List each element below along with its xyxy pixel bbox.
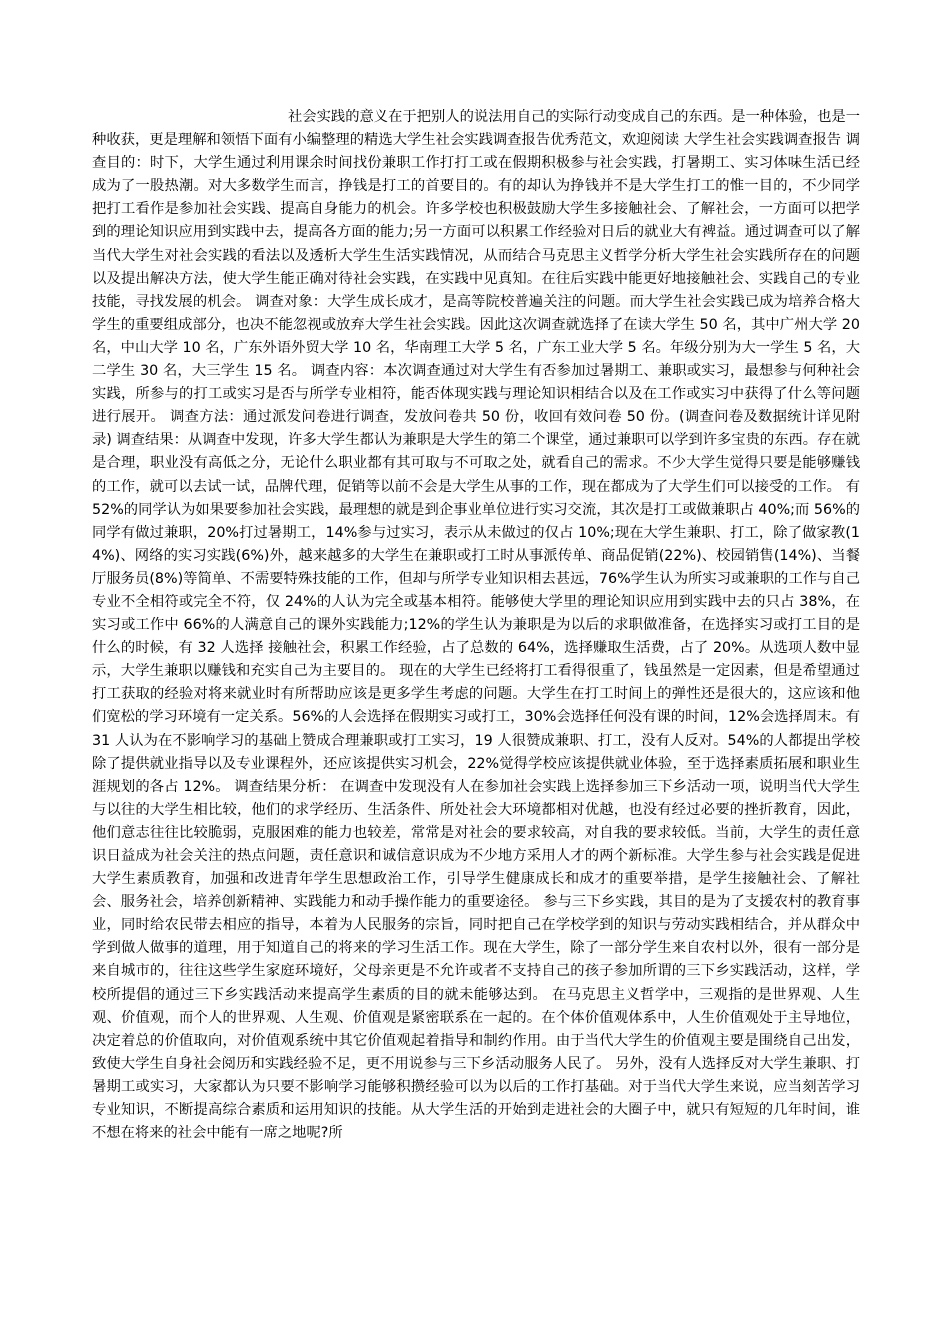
body-paragraph: 社会实践的意义在于把别人的说法用自己的实际行动变成自己的东西。是一种体验，也是一种收获，更是理解和领悟下面有小编整理的精选大学生社会实践调查报告优秀范文，欢迎阅读 大学生社会实践调查报告 调查目的：时下，大学生通过利用课余时间找份兼职工作打打工或在假期积极参与社会实践，打暑期工、实习体味生活已经成为了一股热潮。对大多数学生而言，挣钱是打工的首要目的。有的却认为挣钱并不是大学生打工的惟一目的，不少同学把打工看作是参加社会实践、提高自身能力的机会。许多学校也积极鼓励大学生多接触社会、了解社会，一方面可以把学到的理论知识应用到实践中去，提高各方面的能力;另一方面可以积累工作经验对日后的就业大有裨益。通过调查可以了解当代大学生对社会实践的看法以及透析大学生生活实践情况，从而结合马克思主义哲学分析大学生社会实践所存在的问题以及提出解决方法，使大学生能正确对待社会实践，在实践中见真知。在往后实践中能更好地接触社会、实践自己的专业技能，寻找发展的机会。 调查对象：大学生成长成才，是高等院校普遍关注的问题。而大学生社会实践已成为培养合格大学生的重要组成部分，也决不能忽视或放弃大学生社会实践。因此这次调查就选择了在读大学生 50 名，其中广州大学 20 名，中山大学 10 名，广东外语外贸大学 10 名，华南理工大学 5 名，广东工业大学 5 名。年级分别为大一学生 5 名，大二学生 30 名，大三学生 15 名。 调查内容：本次调查通过对大学生有否参加过暑期工、兼职或实习，最想参与何种社会实践，所参与的打工或实习是否与所学专业相符，能否体现实践与理论知识相结合以及在工作或实习中获得了什么等问题进行展开。 调查方法：通过派发问卷进行调查，发放问卷共 50 份，收回有效问卷 50 份。(调查问卷及数据统计详见附录) 调查结果：从调查中发现，许多大学生都认为兼职是大学生的第二个课堂，通过兼职可以学到许多宝贵的东西。存在就是合理，职业没有高低之分，无论什么职业都有其可取与不可取之处，就看自己的需求。不少大学生觉得只要是能够赚钱的工作，就可以去试一试，品牌代理，促销等以前不会是大学生从事的工作，现在都成为了大学生们可以接受的工作。 有 52%的同学认为如果要参加社会实践，最理想的就是到企事业单位进行实习交流，其次是打工或做兼职占 40%;而 56%的同学有做过兼职，20%打过暑期工，14%参与过实习，表示从未做过的仅占 10%;现在大学生兼职、打工，除了做家教(14%)、网络的实习实践(6%)外，越来越多的大学生在兼职或打工时从事派传单、商品促销(22%)、校园销售(14%)、当餐厅服务员(8%)等简单、不需要特殊技能的工作，但却与所学专业知识相去甚远，76%学生认为所实习或兼职的工作与自己专业不全相符或完全不符，仅 24%的人认为完全或基本相符。能够使大学里的理论知识应用到实践中去的只占 38%，在实习或工作中 66%的人满意自己的课外实践能力;12%的学生认为兼职是为以后的求职做准备，在选择实习或打工目的是什么的时候，有 32 人选择 接触社会，积累工作经验，占了总数的 64%，选择赚取生活费，占了 20%。从选项人数中显示，大学生兼职以赚钱和充实自己为主要目的。 现在的大学生已经将打工看得很重了，钱虽然是一定因素，但是希望通过打工获取的经验对将来就业时有所帮助应该是更多学生考虑的问题。大学生在打工时间上的弹性还是很大的，这应该和他们宽松的学习环境有一定关系。56%的人会选择在假期实习或打工，30%会选择任何没有课的时间，12%会选择周末。有 31 人认为在不影响学习的基础上赞成合理兼职或打工实习，19 人很赞成兼职、打工，没有人反对。54%的人都提出学校除了提供就业指导以及专业课程外，还应该提供实习机会，22%觉得学校应该提供就业体验，至于选择素质拓展和职业生涯规划的各占 12%。 调查结果分析： 在调查中发现没有人在参加社会实践上选择参加三下乡活动一项，说明当代大学生与以往的大学生相比较，他们的求学经历、生活条件、所处社会大环境都相对优越，也没有经过必要的挫折教育，因此，他们意志往往比较脆弱，克服困难的能力也较差，常常是对社会的要求较高，对自我的要求较低。当前，大学生的责任意识日益成为社会关注的热点问题，责任意识和诚信意识成为不少地方采用人才的两个新标准。大学生参与社会实践是促进大学生素质教育，加强和改进青年学生思想政治工作，引导学生健康成长和成才的重要举措，是学生接触社会、了解社会、服务社会，培养创新精神、实践能力和动手操作能力的重要途径。 参与三下乡实践，其目的是为了支援农村的教育事业，同时给农民带去相应的指导，本着为人民服务的宗旨，同时把自己在学校学到的知识与劳动实践相结合，并从群众中学到做人做事的道理，用于知道自己的将来的学习生活工作。现在大学生，除了一部分学生来自农村以外，很有一部分是来自城市的，往往这些学生家庭环境好，父母亲更是不允许或者不支持自己的孩子参加所谓的三下乡实践活动，这样，学校所提倡的通过三下乡实践活动来提高学生素质的目的就未能够达到。 在马克思主义哲学中，三观指的是世界观、人生观、价值观，而个人的世界观、人生观、价值观是紧密联系在一起的。在个体价值观体系中，人生价值观处于主导地位，决定着总的价值取向，对价值观系统中其它价值观起着指导和制约作用。由于当代大学生的价值观主要是围绕自己出发，致使大学生自身社会阅历和实践经验不足，更不用说参与三下乡活动服务人民了。 另外，没有人选择反对大学生兼职、打暑期工或实习，大家都认为只要不影响学习能够积攒经验可以为以后的工作打基础。对于当代大学生来说，应当刻苦学习专业知识，不断提高综合素质和运用知识的技能。从大学生活的开始到走进社会的大圈子中，就只有短短的几年时间，谁不想在将来的社会中能有一席之地呢?所 (92, 109, 860, 1142)
